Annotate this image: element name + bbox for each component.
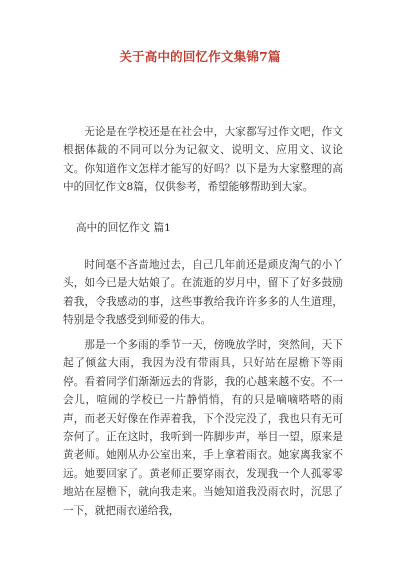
body-paragraph-2: 那是一个多雨的季节一天，傍晚放学时，突然间，天下起了倾盆大雨，我因为没有带雨具，只好站在屋檐下等雨停。看着同学们渐渐远去的背影，我的心越来越不安。不一会儿，喧闹的学校已一片静悄悄，有的只是嘀嘀嗒嗒的雨声，而老天好像在作弄着我，下个没完没了，我也只有无可奈何了。正在这时，我听到一阵脚步声，举目一望，原来是黄老师。她刚从办公室出来，手上拿着雨衣。她家离我家不远。她要回家了。黄老师正要穿雨衣，发现我一个人孤零零地站在屋檐下，就向我走来。当她知道我没雨衣时，沉思了一下，就把雨衣递给我，	[63, 339, 343, 517]
intro-paragraph: 无论是在学校还是在社会中，大家都写过作文吧，作文根据体裁的不同可以分为记叙文、说明文、应用文、议论文。你知道作文怎样才能写的好吗？以下是为大家整理的高中的回忆作文8篇，仅供参考，希望能够帮助到大家。	[63, 126, 343, 194]
document-title: 关于高中的回忆作文集锦7篇	[119, 49, 281, 64]
section-heading: 高中的回忆作文 篇1	[76, 222, 171, 234]
body-paragraph-1: 时间毫不吝啬地过去，自己几年前还是顽皮淘气的小丫头，如今已是大姑娘了。在流逝的岁月中，留下了好多鼓励着我，令我感动的事，这些事教给我许许多多的人生道理，特别是令我感受到师爱的伟大。	[63, 259, 343, 327]
